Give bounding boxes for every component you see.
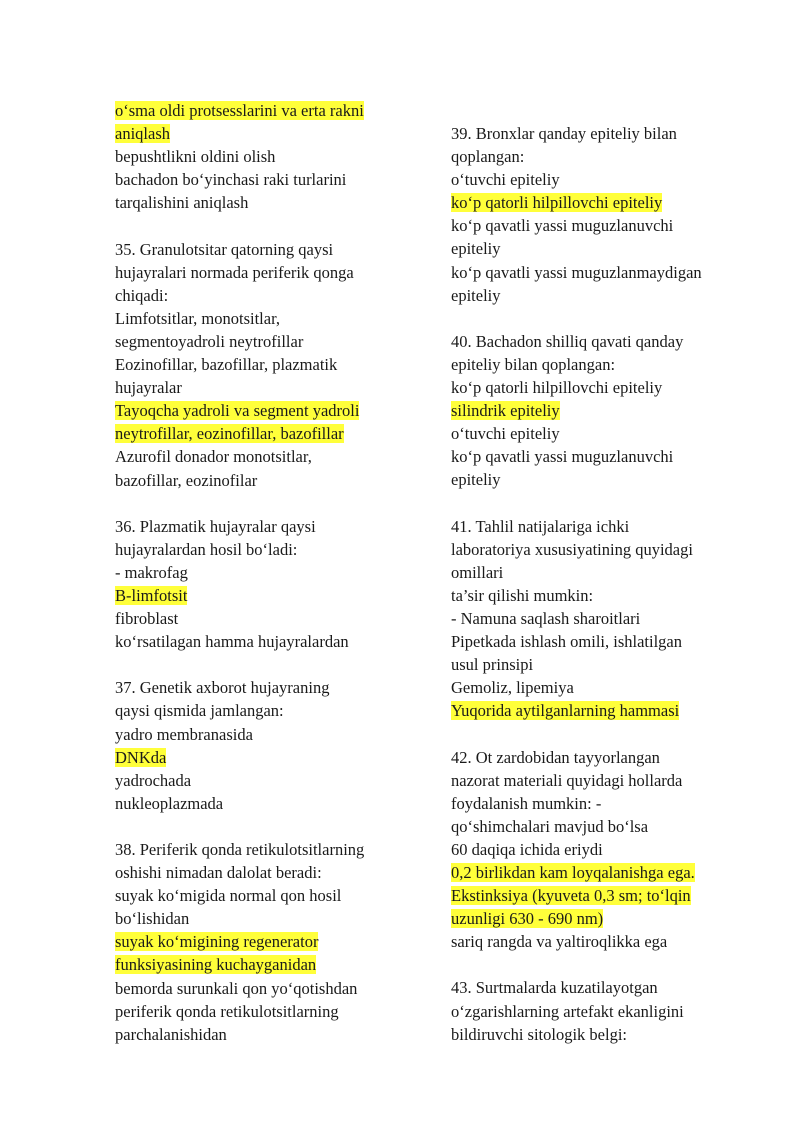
- text-line: [115, 676, 415, 699]
- text-line: [115, 1000, 415, 1023]
- text-line: [451, 746, 751, 769]
- line-text: Tayoqcha yadroli va segment yadroli: [115, 401, 360, 421]
- line-text: ko‘p qatorli hilpillovchi epiteliy: [451, 193, 663, 213]
- line-text: epiteliy: [451, 285, 501, 305]
- line-text: yadro membranasida: [115, 724, 253, 744]
- text-line: [451, 122, 751, 145]
- blank-line: [115, 492, 415, 515]
- text-line: [451, 237, 751, 260]
- highlighted-answer-line: [115, 122, 415, 145]
- line-text: epiteliy: [451, 470, 501, 490]
- blank-line: [451, 722, 751, 745]
- blank-line: [115, 815, 415, 838]
- line-text: hujayralari normada periferik qonga: [115, 262, 354, 282]
- text-line: [451, 607, 751, 630]
- text-line: [115, 699, 415, 722]
- text-line: [451, 769, 751, 792]
- line-text: - makrofag: [115, 562, 188, 582]
- line-text: 41. Tahlil natijalariga ichki: [451, 516, 630, 536]
- text-line: [451, 630, 751, 653]
- line-text: aniqlash: [115, 124, 170, 144]
- line-text: usul prinsipi: [451, 655, 534, 675]
- line-text: nazorat materiali quyidagi hollarda: [451, 770, 683, 790]
- line-text: omillari: [451, 562, 504, 582]
- text-line: [115, 238, 415, 261]
- text-line: [115, 515, 415, 538]
- text-line: [115, 792, 415, 815]
- text-line: [451, 930, 751, 953]
- line-text: yadrochada: [115, 770, 192, 790]
- highlighted-answer-line: [451, 399, 751, 422]
- text-line: [451, 214, 751, 237]
- text-line: [451, 445, 751, 468]
- text-line: [115, 353, 415, 376]
- highlighted-answer-line: [451, 699, 751, 722]
- line-text: 38. Periferik qonda retikulotsitlarning: [115, 840, 365, 859]
- line-text: Pipetkada ishlash omili, ishlatilgan: [451, 632, 682, 652]
- line-text: laboratoriya xususiyatining quyidagi: [451, 539, 693, 559]
- text-line: [451, 792, 751, 815]
- text-line: [115, 538, 415, 561]
- text-line: [451, 353, 751, 376]
- text-line: [451, 815, 751, 838]
- text-line: [451, 468, 751, 491]
- line-text: bazofillar, eozinofilar: [115, 470, 258, 490]
- line-text: o‘zgarishlarning artefakt ekanligini: [451, 1001, 684, 1021]
- line-text: tarqalishini aniqlash: [115, 193, 249, 213]
- highlighted-answer-line: [115, 930, 415, 953]
- line-text: B-limfotsit: [115, 585, 188, 605]
- line-text: Ekstinksiya (kyuveta 0,3 sm; to‘lqin: [451, 886, 691, 906]
- line-text: o‘tuvchi epiteliy: [451, 170, 560, 190]
- text-line: [451, 1000, 751, 1023]
- text-line: [451, 561, 751, 584]
- text-line: [451, 976, 751, 999]
- text-line: [451, 284, 751, 307]
- text-line: [115, 630, 415, 653]
- line-text: bildiruvchi sitologik belgi:: [451, 1024, 627, 1044]
- text-line: [451, 584, 751, 607]
- line-text: hujayralardan hosil bo‘ladi:: [115, 539, 298, 559]
- text-line: [115, 769, 415, 792]
- right-column: [451, 122, 751, 1046]
- highlighted-answer-line: [451, 861, 751, 884]
- text-line: [115, 607, 415, 630]
- text-line: [115, 145, 415, 168]
- text-line: [451, 376, 751, 399]
- line-text: - Namuna saqlash sharoitlari: [451, 608, 641, 628]
- line-text: bo‘lishidan: [115, 909, 190, 929]
- line-text: Limfotsitlar, monotsitlar,: [115, 308, 281, 328]
- text-line: [115, 977, 415, 1000]
- text-line: [451, 538, 751, 561]
- line-text: 42. Ot zardobidan tayyorlangan: [451, 747, 660, 767]
- line-text: sariq rangda va yaltiroqlikka ega: [451, 932, 668, 952]
- text-line: [451, 653, 751, 676]
- highlighted-answer-line: [115, 422, 415, 445]
- line-text: 39. Bronxlar qanday epiteliy bilan: [451, 124, 677, 143]
- text-line: [115, 261, 415, 284]
- text-line: [115, 907, 415, 930]
- line-text: neytrofillar, eozinofillar, bazofillar: [115, 424, 344, 444]
- text-line: [115, 168, 415, 191]
- line-text: qoplangan:: [451, 147, 525, 167]
- line-text: silindrik epiteliy: [451, 401, 560, 421]
- line-text: bachadon bo‘yinchasi raki turlarini: [115, 170, 347, 190]
- line-text: 37. Genetik axborot hujayraning: [115, 678, 330, 698]
- text-line: [115, 561, 415, 584]
- highlighted-answer-line: [115, 584, 415, 607]
- line-text: ta’sir qilishi mumkin:: [451, 585, 594, 605]
- text-line: [451, 261, 751, 284]
- blank-line: [451, 307, 751, 330]
- line-text: nukleoplazmada: [115, 793, 224, 813]
- text-line: [451, 676, 751, 699]
- line-text: parchalanishidan: [115, 1024, 227, 1044]
- text-line: [115, 376, 415, 399]
- text-line: [115, 307, 415, 330]
- line-text: ko‘p qavatli yassi muguzlanuvchi: [451, 447, 674, 467]
- text-line: [115, 445, 415, 468]
- line-text: 0,2 birlikdan kam loyqalanishga ega.: [451, 863, 695, 882]
- text-line: [115, 284, 415, 307]
- line-text: 40. Bachadon shilliq qavati qanday: [451, 331, 684, 351]
- line-text: qo‘shimchalari mavjud bo‘lsa: [451, 816, 649, 836]
- highlighted-answer-line: [115, 99, 415, 122]
- text-line: [451, 515, 751, 538]
- line-text: DNKda: [115, 747, 167, 767]
- line-text: ko‘p qatorli hilpillovchi epiteliy: [451, 378, 663, 398]
- line-text: hujayralar: [115, 378, 182, 398]
- line-text: funksiyasining kuchayganidan: [115, 955, 317, 975]
- line-text: fibroblast: [115, 609, 179, 629]
- text-line: [451, 1023, 751, 1046]
- line-text: Gemoliz, lipemiya: [451, 678, 574, 698]
- line-text: Azurofil donador monotsitlar,: [115, 447, 312, 467]
- line-text: ko‘p qavatli yassi muguzlanmaydigan: [451, 262, 702, 282]
- line-text: Yuqorida aytilganlarning hammasi: [451, 701, 680, 721]
- text-line: [115, 469, 415, 492]
- line-text: qaysi qismida jamlangan:: [115, 701, 284, 721]
- blank-line: [115, 214, 415, 237]
- text-line: [115, 884, 415, 907]
- line-text: Eozinofillar, bazofillar, plazmatik: [115, 355, 338, 375]
- line-text: 36. Plazmatik hujayralar qaysi: [115, 516, 316, 536]
- line-text: suyak ko‘migining regenerator: [115, 932, 319, 952]
- highlighted-answer-line: [115, 399, 415, 422]
- text-line: [115, 723, 415, 746]
- line-text: 60 daqiqa ichida eriydi: [451, 839, 603, 859]
- text-line: [451, 145, 751, 168]
- line-text: bemorda surunkali qon yo‘qotishdan: [115, 978, 358, 998]
- text-line: [115, 838, 415, 861]
- highlighted-answer-line: [451, 907, 751, 930]
- text-line: [115, 330, 415, 353]
- text-line: [115, 1023, 415, 1046]
- line-text: ko‘rsatilagan hamma hujayralardan: [115, 632, 349, 652]
- left-column: [115, 99, 415, 1046]
- highlighted-answer-line: [451, 191, 751, 214]
- line-text: 35. Granulotsitar qatorning qaysi: [115, 239, 334, 259]
- text-line: [115, 191, 415, 214]
- highlighted-answer-line: [115, 746, 415, 769]
- text-line: [115, 861, 415, 884]
- highlighted-answer-line: [451, 884, 751, 907]
- line-text: epiteliy: [451, 239, 501, 259]
- blank-line: [451, 953, 751, 976]
- line-text: suyak ko‘migida normal qon hosil: [115, 886, 342, 906]
- line-text: 43. Surtmalarda kuzatilayotgan: [451, 978, 658, 998]
- line-text: oshishi nimadan dalolat beradi:: [115, 863, 322, 883]
- blank-line: [115, 653, 415, 676]
- line-text: segmentoyadroli neytrofillar: [115, 331, 304, 351]
- line-text: chiqadi:: [115, 285, 169, 305]
- line-text: foydalanish mumkin: -: [451, 793, 602, 813]
- blank-line: [451, 492, 751, 515]
- line-text: epiteliy bilan qoplangan:: [451, 354, 616, 374]
- line-text: o‘sma oldi protsesslarini va erta rakni: [115, 101, 364, 120]
- line-text: bepushtlikni oldini olish: [115, 147, 276, 167]
- text-line: [451, 838, 751, 861]
- text-line: [451, 330, 751, 353]
- text-line: [451, 168, 751, 191]
- line-text: ko‘p qavatli yassi muguzlanuvchi: [451, 216, 674, 236]
- line-text: uzunligi 630 - 690 nm): [451, 909, 604, 929]
- highlighted-answer-line: [115, 953, 415, 976]
- line-text: o‘tuvchi epiteliy: [451, 424, 560, 444]
- line-text: periferik qonda retikulotsitlarning: [115, 1001, 339, 1021]
- text-line: [451, 422, 751, 445]
